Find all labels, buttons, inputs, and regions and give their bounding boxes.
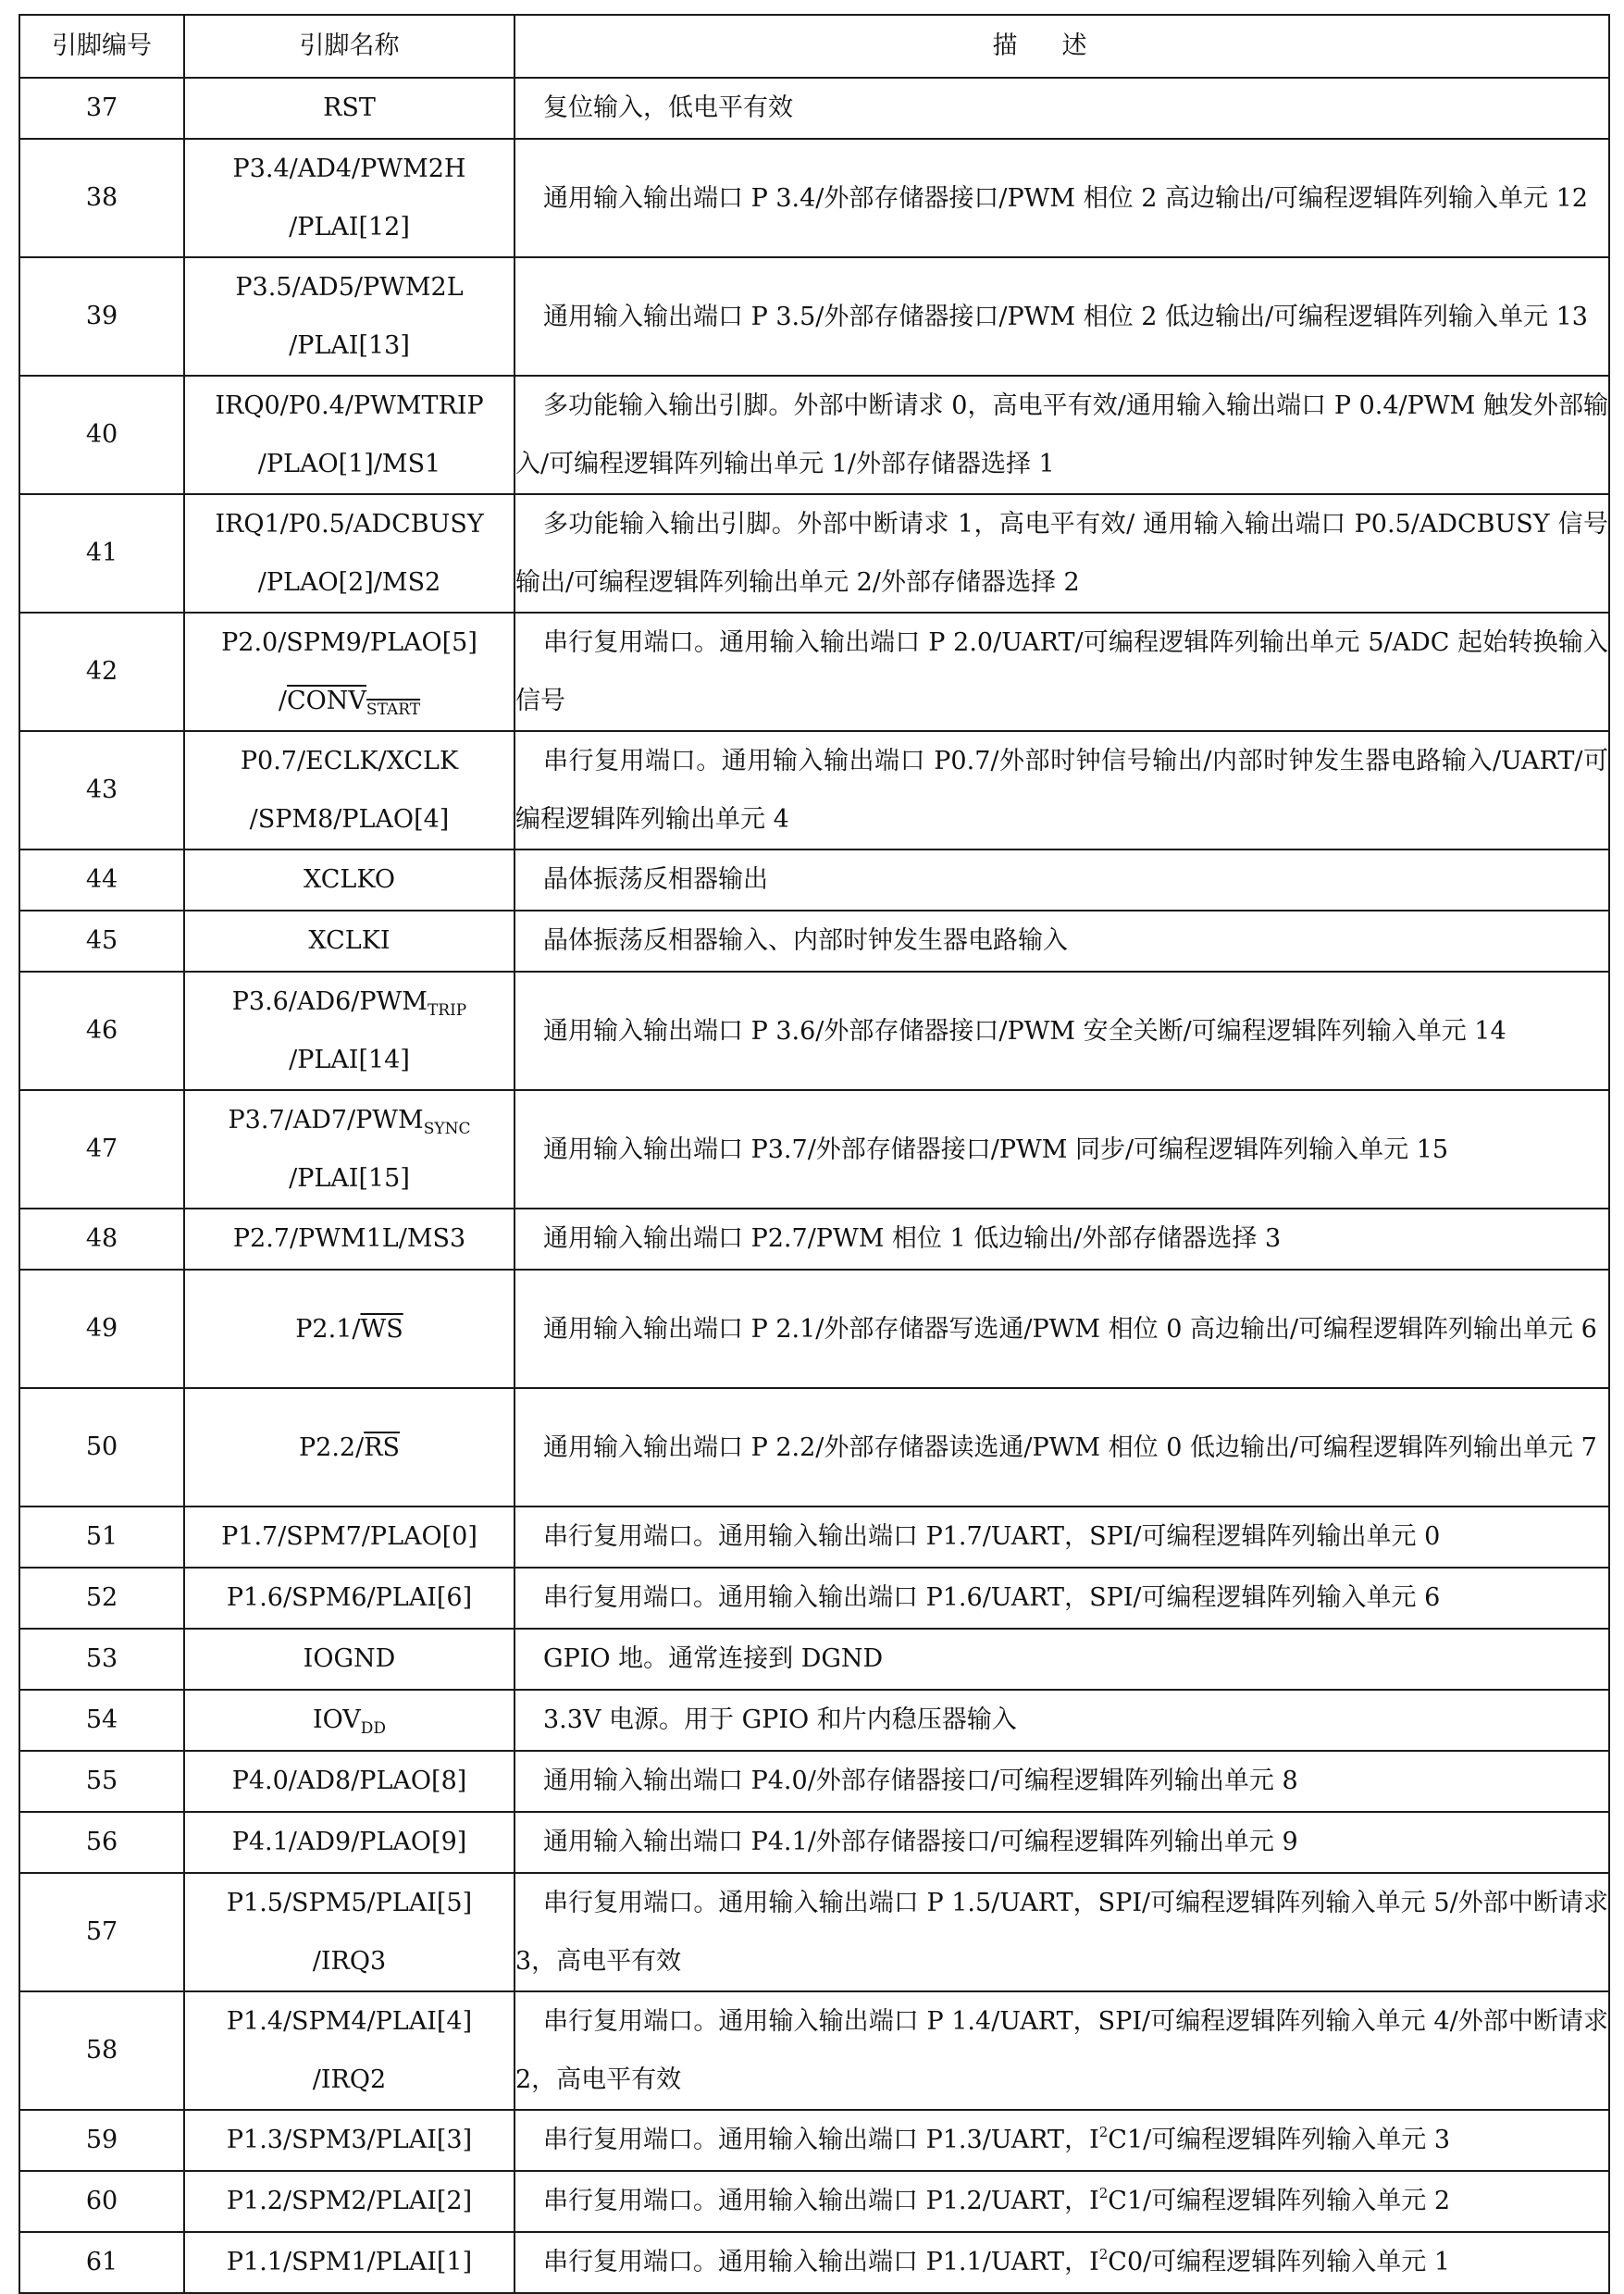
table-row (19, 1270, 1609, 1388)
table-row (19, 1568, 1609, 1629)
header-pin-number: 引脚编号 (19, 15, 184, 78)
table-row (19, 1388, 1609, 1507)
active-low-signal: $\overline{WS}$ (360, 1314, 403, 1344)
pin-number: 57 (19, 1873, 184, 1991)
pin-name: $P3.7/AD7/PWM_{SYNC}$ /PLAI[15] (184, 1090, 514, 1209)
table-row (19, 1209, 1609, 1270)
pin-number: 44 (19, 849, 184, 911)
table-row (19, 972, 1609, 1090)
pin-name: IOGND (184, 1629, 514, 1690)
pin-name: XCLKI (184, 911, 514, 972)
pin-description-table (19, 14, 1610, 2294)
pin-description: GPIO 地。通常连接到 DGND (514, 1629, 1609, 1690)
table-row (19, 1090, 1609, 1209)
pin-description: 3.3V 电源。用于 GPIO 和片内稳压器输入 (514, 1690, 1609, 1751)
pin-number: 38 (19, 139, 184, 257)
pin-name: P4.1/AD9/PLAO[9] (184, 1812, 514, 1873)
pin-number: 51 (19, 1507, 184, 1568)
pin-description: 串行复用端口。通用输入输出端口 P 1.4/UART，SPI/可编程逻辑阵列输入单元 4/外部中断请求 2，高电平有效 (514, 1991, 1609, 2110)
table-row (19, 1507, 1609, 1568)
pin-number: 47 (19, 1090, 184, 1209)
table-row (19, 613, 1609, 731)
pin-description: 通用输入输出端口 P 3.6/外部存储器接口/PWM 安全关断/可编程逻辑阵列输入单元 14 (514, 972, 1609, 1090)
table-row (19, 494, 1609, 613)
active-low-signal: $CONV_{START}$ (287, 687, 421, 719)
table-row (19, 1690, 1609, 1751)
pin-description: 多功能输入输出引脚。外部中断请求 1，高电平有效/ 通用输入输出端口 P0.5/ADCBUSY 信号输出/可编程逻辑阵列输出单元 2/外部存储器选择 2 (514, 494, 1609, 613)
pin-description: 串行复用端口。通用输入输出端口 P1.1/UART，$I^2C0/$可编程逻辑阵列输入单元 1 (514, 2232, 1609, 2293)
table-header-row (19, 15, 1609, 78)
pin-description: 晶体振荡反相器输入、内部时钟发生器电路输入 (514, 911, 1609, 972)
pin-name: P2.0/SPM9/PLAO[5] $/CONV_{START}$ (184, 613, 514, 731)
pin-number: 61 (19, 2232, 184, 2293)
table-row (19, 1991, 1609, 2110)
pin-name: P1.2/SPM2/PLAI[2] (184, 2171, 514, 2232)
pin-description: 串行复用端口。通用输入输出端口 P1.3/UART，$I^2C1/$可编程逻辑阵列输入单元 3 (514, 2110, 1609, 2171)
pin-description: 串行复用端口。通用输入输出端口 P1.2/UART，$I^2C1/$可编程逻辑阵列输入单元 2 (514, 2171, 1609, 2232)
pin-description: 通用输入输出端口 P 2.2/外部存储器读选通/PWM 相位 0 低边输出/可编程逻辑阵列输出单元 7 (514, 1388, 1609, 1507)
table-row (19, 1873, 1609, 1991)
pin-number: 49 (19, 1270, 184, 1388)
table-row (19, 376, 1609, 494)
table-row (19, 1629, 1609, 1690)
pin-number: 46 (19, 972, 184, 1090)
pin-description: 串行复用端口。通用输入输出端口 P1.6/UART，SPI/可编程逻辑阵列输入单元 6 (514, 1568, 1609, 1629)
pin-number: 43 (19, 731, 184, 849)
pin-number: 50 (19, 1388, 184, 1507)
pin-number: 60 (19, 2171, 184, 2232)
pin-name: P1.7/SPM7/PLAO[0] (184, 1507, 514, 1568)
table-row (19, 2171, 1609, 2232)
pin-name: RST (184, 78, 514, 139)
pin-number: 40 (19, 376, 184, 494)
pin-number: 45 (19, 911, 184, 972)
pin-description: 串行复用端口。通用输入输出端口 P1.7/UART，SPI/可编程逻辑阵列输出单元 0 (514, 1507, 1609, 1568)
pin-description: 通用输入输出端口 P 3.5/外部存储器接口/PWM 相位 2 低边输出/可编程逻辑阵列输入单元 13 (514, 257, 1609, 376)
table-row (19, 1751, 1609, 1812)
table-row (19, 2232, 1609, 2293)
pin-number: 41 (19, 494, 184, 613)
table-row (19, 731, 1609, 849)
active-low-signal: $\overline{RS}$ (364, 1432, 401, 1462)
pin-name: $P2.1/\overline{WS}$ (184, 1270, 514, 1388)
pin-number: 37 (19, 78, 184, 139)
pin-description: 串行复用端口。通用输入输出端口 P0.7/外部时钟信号输出/内部时钟发生器电路输入/UART/可编程逻辑阵列输出单元 4 (514, 731, 1609, 849)
pin-number: 39 (19, 257, 184, 376)
pin-name: P2.7/PWM1L/MS3 (184, 1209, 514, 1270)
pin-name: P4.0/AD8/PLAO[8] (184, 1751, 514, 1812)
pin-name: $P2.2/\overline{RS}$ (184, 1388, 514, 1507)
table-row (19, 849, 1609, 911)
pin-number: 52 (19, 1568, 184, 1629)
table-row (19, 78, 1609, 139)
pin-description: 串行复用端口。通用输入输出端口 P 2.0/UART/可编程逻辑阵列输出单元 5/ADC 起始转换输入信号 (514, 613, 1609, 731)
pin-description: 通用输入输出端口 P4.0/外部存储器接口/可编程逻辑阵列输出单元 8 (514, 1751, 1609, 1812)
header-pin-name: 引脚名称 (184, 15, 514, 78)
pin-number: 55 (19, 1751, 184, 1812)
pin-name: P1.1/SPM1/PLAI[1] (184, 2232, 514, 2293)
pin-name: $P3.6/AD6/PWM_{TRIP}$ /PLAI[14] (184, 972, 514, 1090)
pin-name: P0.7/ECLK/XCLK /SPM8/PLAO[4] (184, 731, 514, 849)
pin-number: 59 (19, 2110, 184, 2171)
pin-name: P3.4/AD4/PWM2H /PLAI[12] (184, 139, 514, 257)
pin-description: 串行复用端口。通用输入输出端口 P 1.5/UART，SPI/可编程逻辑阵列输入单元 5/外部中断请求 3，高电平有效 (514, 1873, 1609, 1991)
pin-name: P1.6/SPM6/PLAI[6] (184, 1568, 514, 1629)
table-row (19, 1812, 1609, 1873)
pin-name: P1.3/SPM3/PLAI[3] (184, 2110, 514, 2171)
pin-number: 42 (19, 613, 184, 731)
table-row (19, 2110, 1609, 2171)
table-row (19, 257, 1609, 376)
pin-name: P1.5/SPM5/PLAI[5] /IRQ3 (184, 1873, 514, 1991)
pin-name: IRQ1/P0.5/ADCBUSY /PLAO[2]/MS2 (184, 494, 514, 613)
pin-description: 通用输入输出端口 P2.7/PWM 相位 1 低边输出/外部存储器选择 3 (514, 1209, 1609, 1270)
pin-number: 54 (19, 1690, 184, 1751)
pin-description: 复位输入，低电平有效 (514, 78, 1609, 139)
pin-name: P1.4/SPM4/PLAI[4] /IRQ2 (184, 1991, 514, 2110)
pin-description: 多功能输入输出引脚。外部中断请求 0，高电平有效/通用输入输出端口 P 0.4/PWM 触发外部输入/可编程逻辑阵列输出单元 1/外部存储器选择 1 (514, 376, 1609, 494)
pin-number: 53 (19, 1629, 184, 1690)
table-row (19, 139, 1609, 257)
pin-number: 58 (19, 1991, 184, 2110)
pin-description: 通用输入输出端口 P3.7/外部存储器接口/PWM 同步/可编程逻辑阵列输入单元 15 (514, 1090, 1609, 1209)
header-description: 描述 (514, 15, 1609, 78)
table-row (19, 911, 1609, 972)
pin-number: 48 (19, 1209, 184, 1270)
pin-description: 通用输入输出端口 P4.1/外部存储器接口/可编程逻辑阵列输出单元 9 (514, 1812, 1609, 1873)
pin-number: 56 (19, 1812, 184, 1873)
pin-name: XCLKO (184, 849, 514, 911)
pin-description: 晶体振荡反相器输出 (514, 849, 1609, 911)
pin-name: P3.5/AD5/PWM2L /PLAI[13] (184, 257, 514, 376)
pin-name: $IOV_{DD}$ (184, 1690, 514, 1751)
pin-description: 通用输入输出端口 P 2.1/外部存储器写选通/PWM 相位 0 高边输出/可编程逻辑阵列输出单元 6 (514, 1270, 1609, 1388)
pin-name: IRQ0/P0.4/PWMTRIP /PLAO[1]/MS1 (184, 376, 514, 494)
pin-description: 通用输入输出端口 P 3.4/外部存储器接口/PWM 相位 2 高边输出/可编程逻辑阵列输入单元 12 (514, 139, 1609, 257)
